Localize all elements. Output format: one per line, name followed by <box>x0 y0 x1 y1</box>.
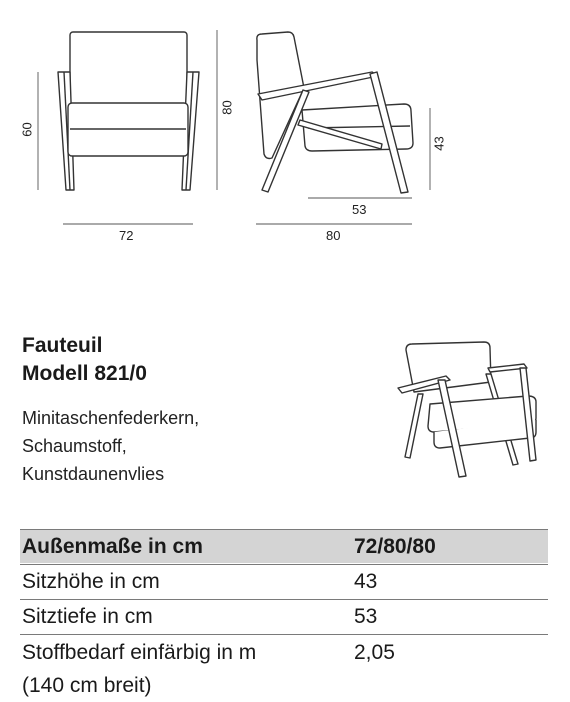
table-row <box>20 600 548 633</box>
front-width-label: 72 <box>119 228 134 243</box>
product-description <box>22 404 199 488</box>
header-label: Außenmaße in cm <box>22 535 203 558</box>
product-desc-line2: Schaumstoff, <box>22 436 127 456</box>
product-title-line1: Fauteuil <box>22 334 103 357</box>
header-value: 72/80/80 <box>354 535 436 558</box>
table-header-row <box>20 530 548 563</box>
table-row <box>20 565 548 598</box>
row-label: Stoffbedarf einfärbig in m <box>22 641 257 664</box>
side-seat-depth-label: 53 <box>352 202 367 217</box>
row-value: 53 <box>354 605 378 628</box>
product-desc-line3: Kunstdaunenvlies <box>22 464 165 484</box>
table-row <box>20 636 548 702</box>
row-value: 2,05 <box>354 641 395 664</box>
side-view-drawing <box>240 0 460 250</box>
perspective-drawing <box>390 330 550 490</box>
side-depth-label: 80 <box>326 228 341 243</box>
side-height-label: 80 <box>219 100 235 115</box>
product-title <box>22 332 147 388</box>
row-label: Sitztiefe in cm <box>22 605 153 628</box>
row-label-continued: (140 cm breit) <box>22 674 152 697</box>
product-title-line2: Modell 821/0 <box>22 362 147 385</box>
product-desc-line1: Minitaschenfederkern, <box>22 408 200 428</box>
table-rule <box>20 634 548 635</box>
row-value: 43 <box>354 570 378 593</box>
row-label: Sitzhöhe in cm <box>22 570 160 593</box>
front-height-label: 60 <box>19 122 35 137</box>
side-seat-height-label: 43 <box>431 136 447 151</box>
